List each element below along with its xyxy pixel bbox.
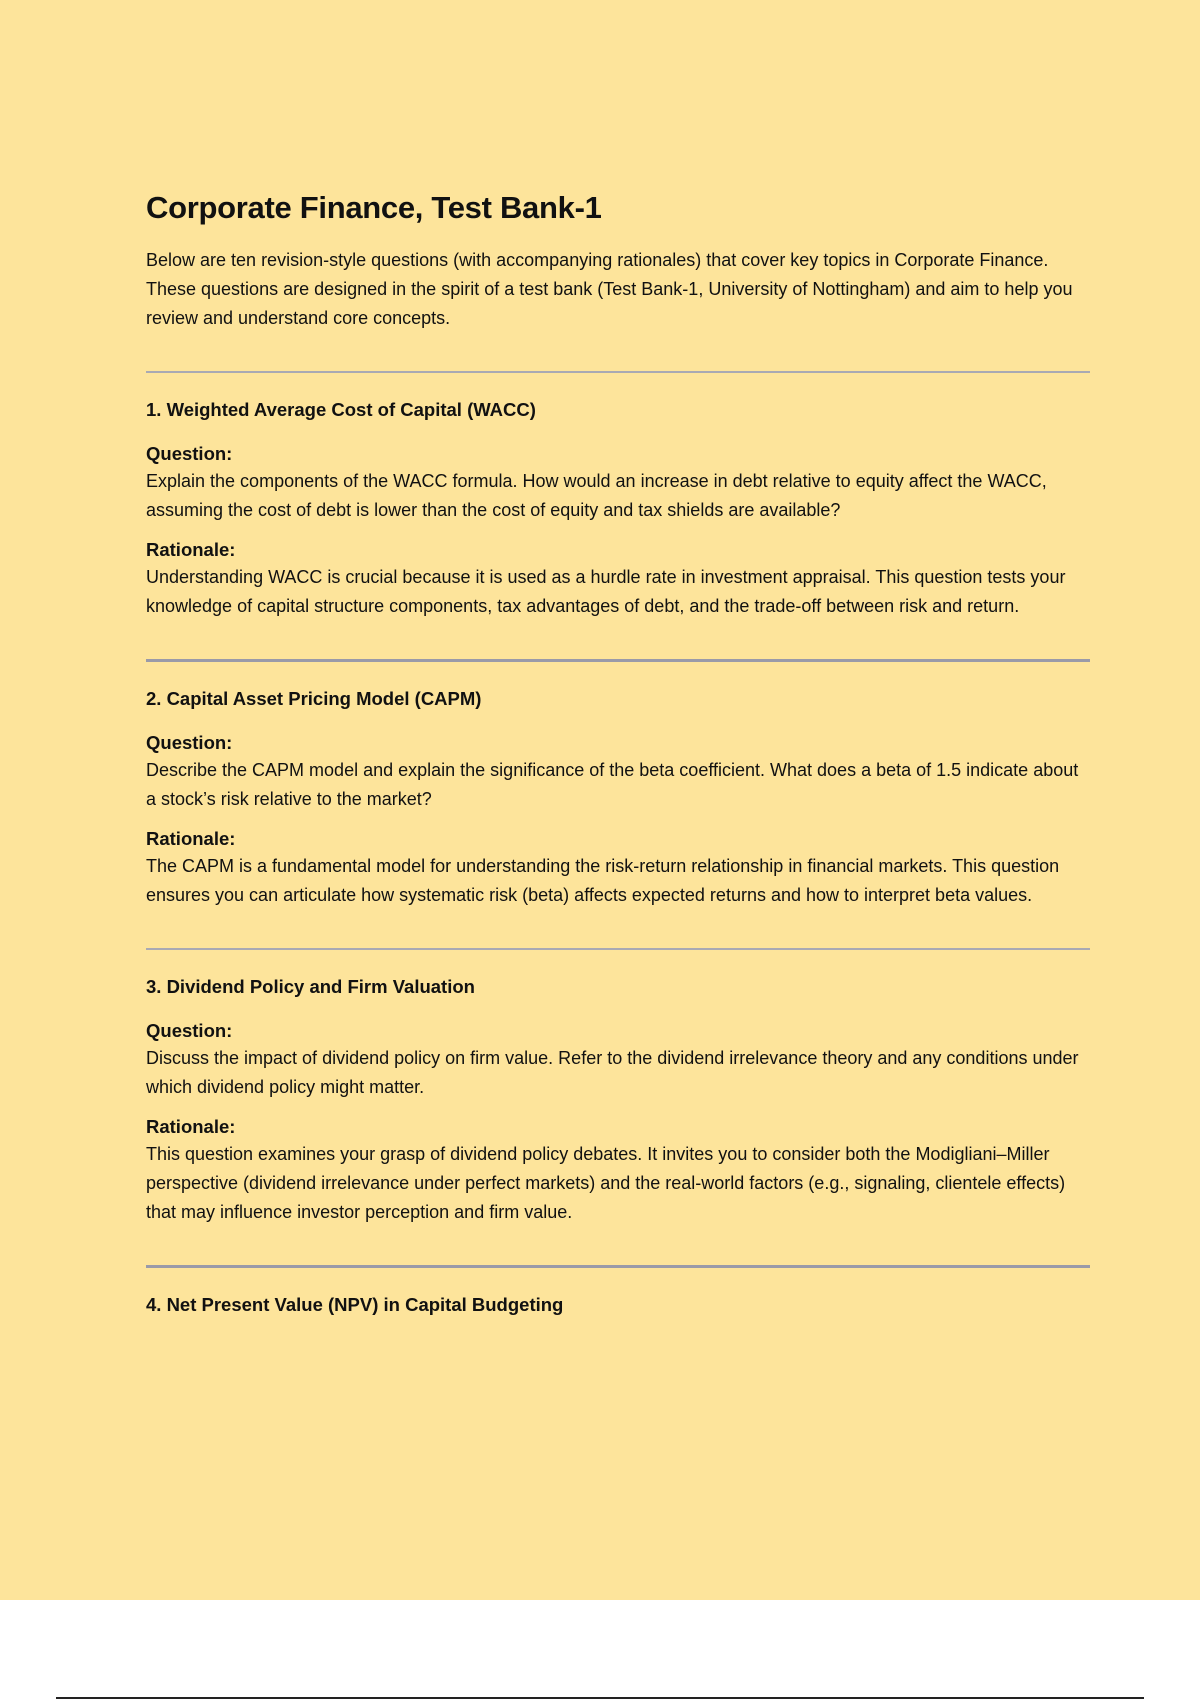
section-divider	[146, 371, 1090, 373]
section-divider	[146, 659, 1090, 662]
document-content	[146, 190, 1090, 1318]
question-label: Question:	[146, 443, 233, 464]
rationale-text: The CAPM is a fundamental model for understanding the risk-return relationship in financial markets. This question ensures you can articulate how systematic risk (beta) affects expected returns and how to interpret beta values.	[146, 856, 1060, 905]
question-text: Discuss the impact of dividend policy on firm value. Refer to the dividend irrelevance theory and any conditions under which dividend policy might matter.	[146, 1048, 1079, 1097]
rationale-text: Understanding WACC is crucial because it is used as a hurdle rate in investment appraisal. This question tests your knowledge of capital structure components, tax advantages of debt, and the trade-off between risk and return.	[146, 567, 1066, 616]
page-title: Corporate Finance, Test Bank-1	[146, 190, 602, 225]
rationale-label: Rationale:	[146, 828, 236, 849]
section-heading: 3. Dividend Policy and Firm Valuation	[146, 976, 475, 997]
question-label: Question:	[146, 1020, 233, 1041]
rationale-text: This question examines your grasp of dividend policy debates. It invites you to consider both the Modigliani–Miller perspective (dividend irrelevance under perfect markets) and the real-world factors (e.g., signaling, clientele effects) that may influence investor perception and firm value.	[146, 1144, 1066, 1222]
section-divider	[146, 1265, 1090, 1268]
question-text: Describe the CAPM model and explain the significance of the beta coefficient. What does a beta of 1.5 indicate about a stock’s risk relative to the market?	[146, 760, 1079, 809]
question-label: Question:	[146, 732, 233, 753]
section-1	[146, 397, 1090, 621]
section-divider	[146, 948, 1090, 950]
section-4	[146, 1292, 1090, 1318]
intro-paragraph: Below are ten revision-style questions (with accompanying rationales) that cover key topics in Corporate Finance. These questions are designed in the spirit of a test bank (Test Bank-1, University of Nottingham) and aim to help you review and understand core concepts.	[146, 250, 1073, 328]
section-heading: 1. Weighted Average Cost of Capital (WACC)	[146, 399, 536, 420]
section-heading: 4. Net Present Value (NPV) in Capital Budgeting	[146, 1294, 564, 1315]
section-3	[146, 974, 1090, 1227]
section-2	[146, 686, 1090, 910]
question-text: Explain the components of the WACC formula. How would an increase in debt relative to equity affect the WACC, assuming the cost of debt is lower than the cost of equity and tax shields are available?	[146, 471, 1047, 520]
rationale-label: Rationale:	[146, 1116, 236, 1137]
section-heading: 2. Capital Asset Pricing Model (CAPM)	[146, 688, 482, 709]
footer-rule	[56, 1697, 1144, 1699]
rationale-label: Rationale:	[146, 539, 236, 560]
